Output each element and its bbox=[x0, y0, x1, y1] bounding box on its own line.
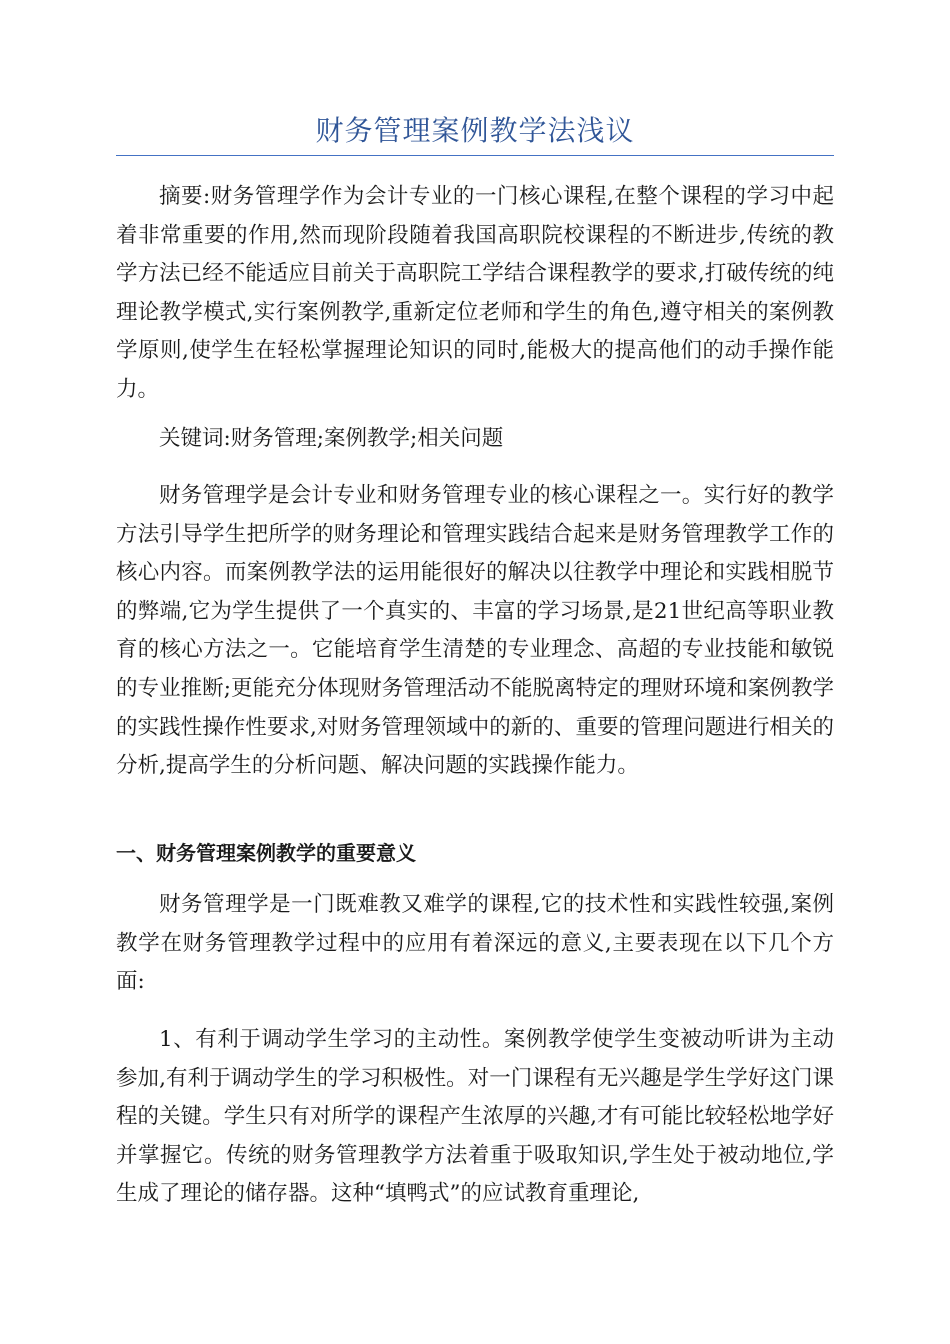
title-underline bbox=[116, 155, 834, 156]
keywords-paragraph: 关键词:财务管理;案例教学;相关问题 bbox=[159, 426, 504, 451]
document-title: 财务管理案例教学法浅议 bbox=[315, 114, 635, 147]
section-heading: 一、财务管理案例教学的重要意义 bbox=[116, 841, 416, 865]
section-paragraph: 1、有利于调动学生学习的主动性。案例教学使学生变被动听讲为主动参加,有利于调动学生的学习积极性。对一门课程有无兴趣是学生学好这门课程的关键。学生只有对所学的课程产生浓厚的兴趣,才有可能比较轻松地学好并掌握它。传统的财务管理教学方法着重于吸取知识,学生处于被动地位,学生成了理论的储存器。这种“填鸭式”的应试教育重理论, bbox=[116, 1027, 834, 1207]
intro-paragraph: 财务管理学是会计专业和财务管理专业的核心课程之一。实行好的教学方法引导学生把所学的财务理论和管理实践结合起来是财务管理教学工作的核心内容。而案例教学法的运用能很好的解决以往教学中理论和实践相脱节的弊端,它为学生提供了一个真实的、丰富的学习场景,是21世纪高等职业教育的核心方法之一。它能培育学生清楚的专业理念、高超的专业技能和敏锐的专业推断;更能充分体现财务管理活动不能脱离特定的理财环境和案例教学的实践性操作性要求,对财务管理领域中的新的、重要的管理问题进行相关的分析,提高学生的分析问题、解决问题的实践操作能力。 bbox=[116, 483, 834, 779]
abstract-paragraph: 摘要:财务管理学作为会计专业的一门核心课程,在整个课程的学习中起着非常重要的作用,然而现阶段随着我国高职院校课程的不断进步,传统的教学方法已经不能适应目前关于高职院工学结合课程教学的要求,打破传统的纯理论教学模式,实行案例教学,重新定位老师和学生的角色,遵守相关的案例教学原则,使学生在轻松掌握理论知识的同时,能极大的提高他们的动手操作能力。 bbox=[116, 184, 834, 402]
section-paragraph: 财务管理学是一门既难教又难学的课程,它的技术性和实践性较强,案例教学在财务管理教学过程中的应用有着深远的意义,主要表现在以下几个方面: bbox=[116, 892, 834, 995]
